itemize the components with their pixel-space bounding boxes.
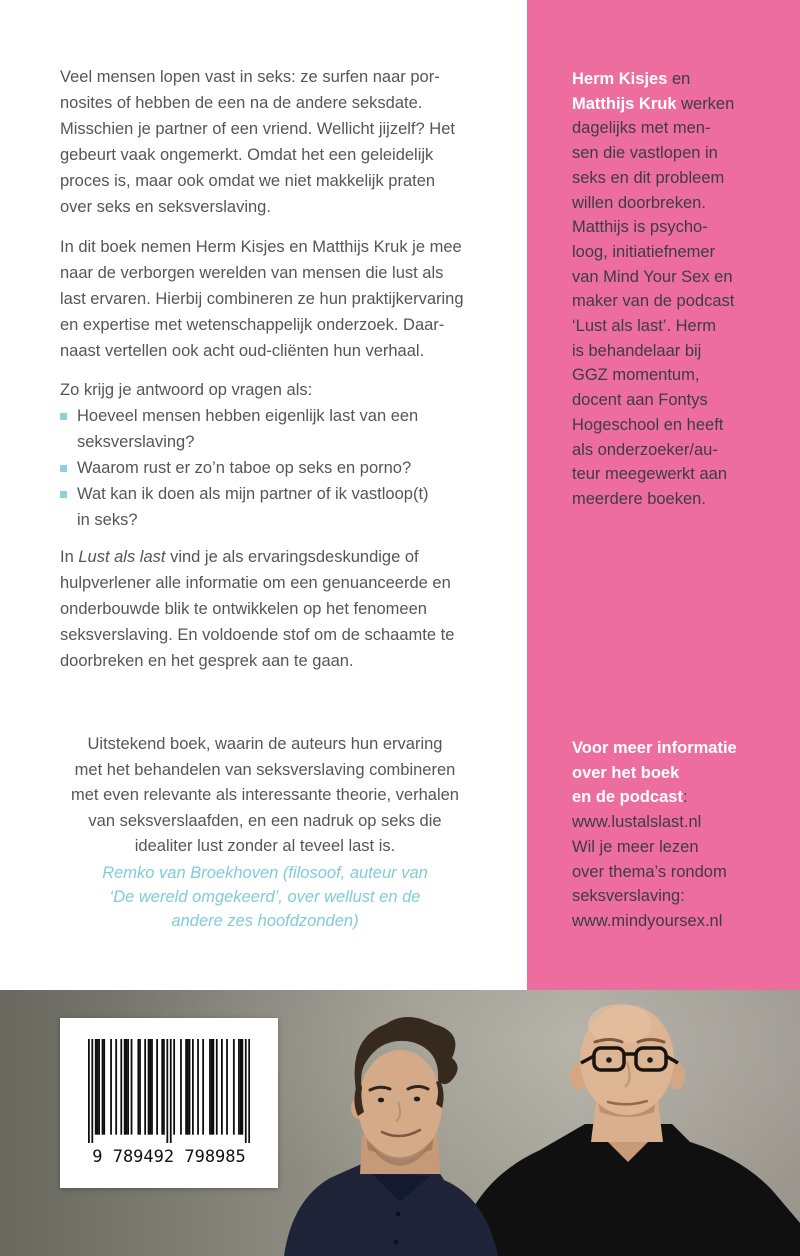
text-line: naar de verborgen werelden van mensen die lust als	[60, 264, 444, 282]
text-line: Matthijs Kruk werken	[572, 94, 735, 113]
text-line: maker van de podcast	[572, 292, 735, 311]
text-line: Wil je meer lezen	[572, 837, 699, 856]
author-info-panel	[527, 0, 800, 990]
review-attribution	[30, 861, 500, 933]
text-line: In Lust als last vind je als ervaringsdeskundige of	[60, 548, 419, 566]
text-line: andere zes hoofdzonden)	[171, 912, 359, 930]
text-line: en expertise met wetenschappelijk onderzoek. Daar-	[60, 316, 445, 334]
bullet-square-icon	[60, 465, 67, 472]
text-line: van seksverslaafden, en een nadruk op seks die	[88, 811, 442, 830]
question-item-line: seksverslaving?	[77, 433, 195, 451]
text-line: over thema’s rondom	[572, 862, 727, 881]
text-line: onderbouwde blik te ontwikkelen op het fenomeen	[60, 600, 427, 618]
text-line: seks en dit probleem	[572, 168, 725, 187]
text-line: met even relevante als interessante theorie, verhalen	[71, 786, 459, 804]
text-line: seksverslaving:	[572, 887, 685, 906]
question-list	[60, 377, 429, 533]
text-line: dagelijks met men-	[572, 119, 711, 138]
text-line: sen die vastlopen in	[572, 144, 718, 163]
text-line: van Mind Your Sex en	[572, 267, 733, 286]
text-line: als onderzoeker/au-	[572, 440, 718, 459]
text-line: hulpverlener alle informatie om een genuanceerde en	[60, 574, 451, 592]
text-line: Hogeschool en heeft	[572, 415, 724, 434]
closing-paragraph	[60, 544, 454, 674]
author-bio	[572, 67, 734, 512]
bullet-square-icon	[60, 413, 67, 420]
text-line: Misschien je partner of een vriend. Wellicht jijzelf? Het	[60, 120, 455, 138]
question-items	[60, 403, 429, 533]
question-item-line: Hoeveel mensen hebben eigenlijk last van een	[60, 403, 429, 429]
text-line: www.mindyoursex.nl	[572, 911, 723, 930]
text-line: Uitstekend boek, waarin de auteurs hun ervaring	[87, 735, 443, 753]
text-line: seksverslaving. En voldoende stof om de schaamte te	[60, 626, 455, 644]
text-line: doorbreken en het gesprek aan te gaan.	[60, 652, 354, 670]
question-list-intro: Zo krijg je antwoord op vragen als:	[60, 381, 313, 399]
question-item-line: in seks?	[77, 511, 138, 529]
barcode-bars	[88, 1039, 250, 1143]
text-line: over seks en seksverslaving.	[60, 198, 271, 216]
text-line: Veel mensen lopen vast in seks: ze surfen naar por-	[60, 68, 440, 86]
text-line: Voor meer informatie	[572, 739, 737, 757]
text-line: Remko van Broekhoven (filosoof, auteur van	[102, 864, 428, 882]
text-line: In dit boek nemen Herm Kisjes en Matthijs Kruk je mee	[60, 238, 462, 256]
text-line: over het boek	[572, 763, 680, 782]
text-line: ‘De wereld omgekeerd’, over wellust en de	[109, 888, 421, 906]
text-line: GGZ momentum,	[572, 366, 700, 385]
text-line: meerdere boeken.	[572, 489, 706, 508]
question-item-line: Waarom rust er zo’n taboe op seks en porno?	[60, 455, 429, 481]
text-line: willen doorbreken.	[572, 193, 706, 212]
text-line: www.lustalslast.nl	[572, 813, 702, 832]
barcode	[60, 1018, 278, 1188]
blurb-paragraph-2	[60, 234, 464, 364]
text-line: naast vertellen ook acht oud-cliënten hun verhaal.	[60, 342, 425, 360]
text-line: proces is, maar ook omdat we niet makkelijk praten	[60, 172, 436, 190]
text-line: last ervaren. Hierbij combineren ze hun praktijkervaring	[60, 290, 464, 308]
text-line: met het behandelen van seksverslaving combineren	[74, 760, 456, 779]
bullet-square-icon	[60, 491, 67, 498]
text-line: loog, initiatiefnemer	[572, 242, 716, 261]
question-item-line: Wat kan ik doen als mijn partner of ik vastloop(t)	[60, 481, 429, 507]
text-line: teur meegewerkt aan	[572, 465, 728, 484]
text-line: nosites of hebben de een na de andere seksdate.	[60, 94, 423, 112]
blurb-paragraph-1	[60, 64, 455, 220]
text-line: en de podcast:	[572, 788, 688, 807]
text-line: Herm Kisjes en	[572, 70, 691, 88]
isbn-number: 9 789492 798985	[92, 1147, 246, 1167]
text-line: is behandelaar bij	[572, 341, 702, 360]
review-quote	[30, 732, 500, 860]
text-line: ‘Lust als last’. Herm	[572, 317, 716, 336]
text-line: Matthijs is psycho-	[572, 218, 708, 237]
text-line: gebeurt vaak ongemerkt. Omdat het een geleidelijk	[60, 146, 434, 164]
more-info-block	[572, 736, 737, 934]
text-line: idealiter lust zonder al teveel last is.	[134, 837, 396, 855]
text-line: docent aan Fontys	[572, 391, 708, 410]
photo-strip	[0, 990, 800, 1256]
